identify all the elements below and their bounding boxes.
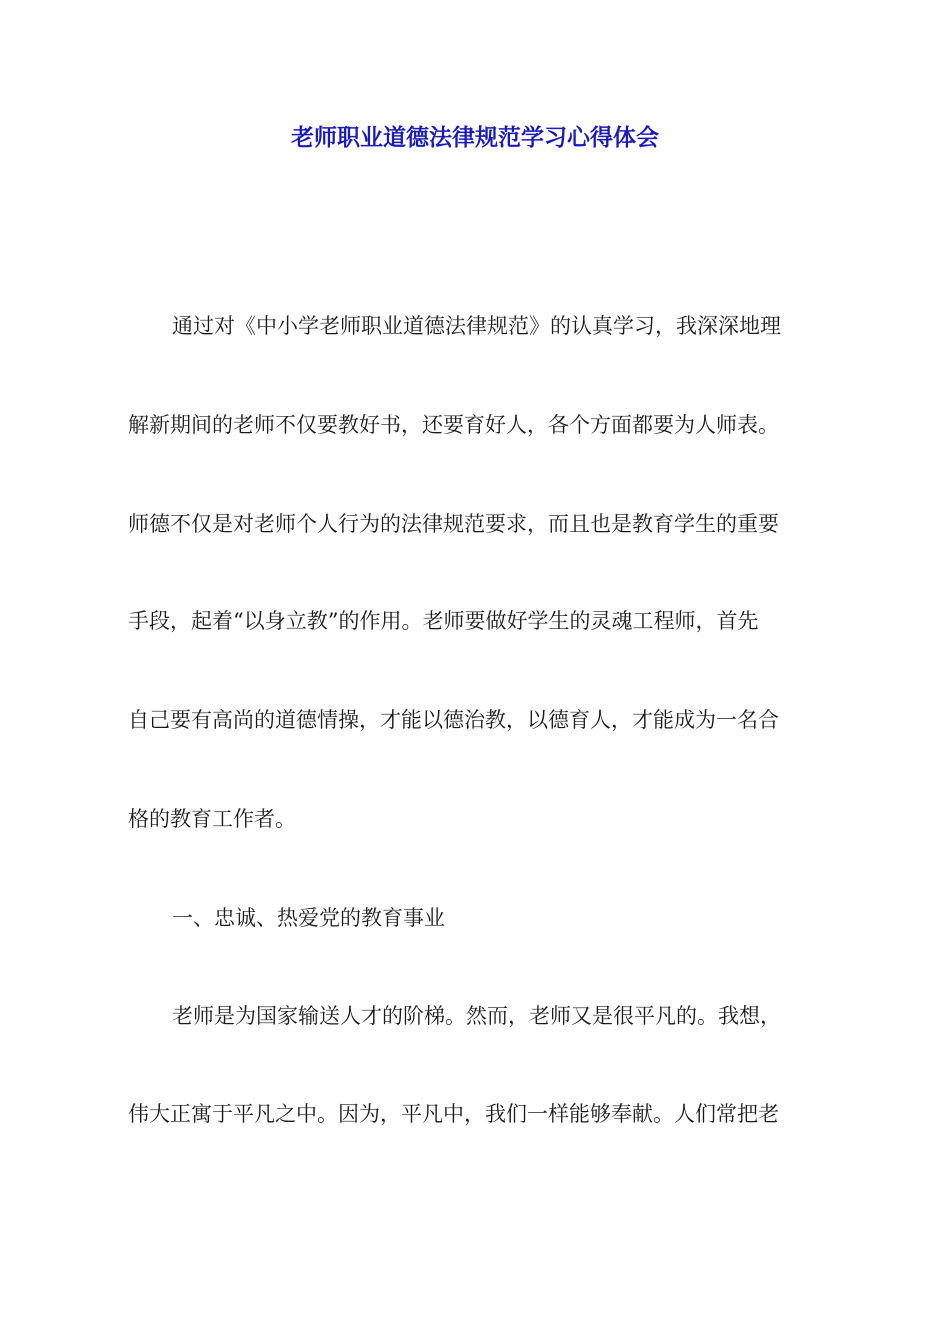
section-heading-1: 一、忠诚、热爱党的教育事业 bbox=[172, 906, 445, 930]
paragraph-1-line-3: 师德不仅是对老师个人行为的法律规范要求，而且也是教育学生的重要 bbox=[128, 512, 779, 536]
paragraph-1-line-6: 格的教育工作者。 bbox=[128, 807, 296, 831]
paragraph-1-line-4: 手段，起着“以身立教”的作用。老师要做好学生的灵魂工程师，首先 bbox=[128, 609, 759, 633]
paragraph-1-line-5: 自己要有高尚的道德情操，才能以德治教，以德育人，才能成为一名合 bbox=[128, 708, 779, 732]
paragraph-2-line-2: 伟大正寓于平凡之中。因为，平凡中，我们一样能够奉献。人们常把老 bbox=[128, 1102, 779, 1126]
document-title: 老师职业道德法律规范学习心得体会 bbox=[291, 125, 659, 151]
paragraph-1-line-2: 解新期间的老师不仅要教好书，还要育好人，各个方面都要为人师表。 bbox=[128, 413, 779, 437]
paragraph-2-line-1: 老师是为国家输送人才的阶梯。然而，老师又是很平凡的。我想， bbox=[172, 1004, 781, 1028]
paragraph-1-line-1: 通过对《中小学老师职业道德法律规范》的认真学习，我深深地理 bbox=[172, 314, 781, 338]
